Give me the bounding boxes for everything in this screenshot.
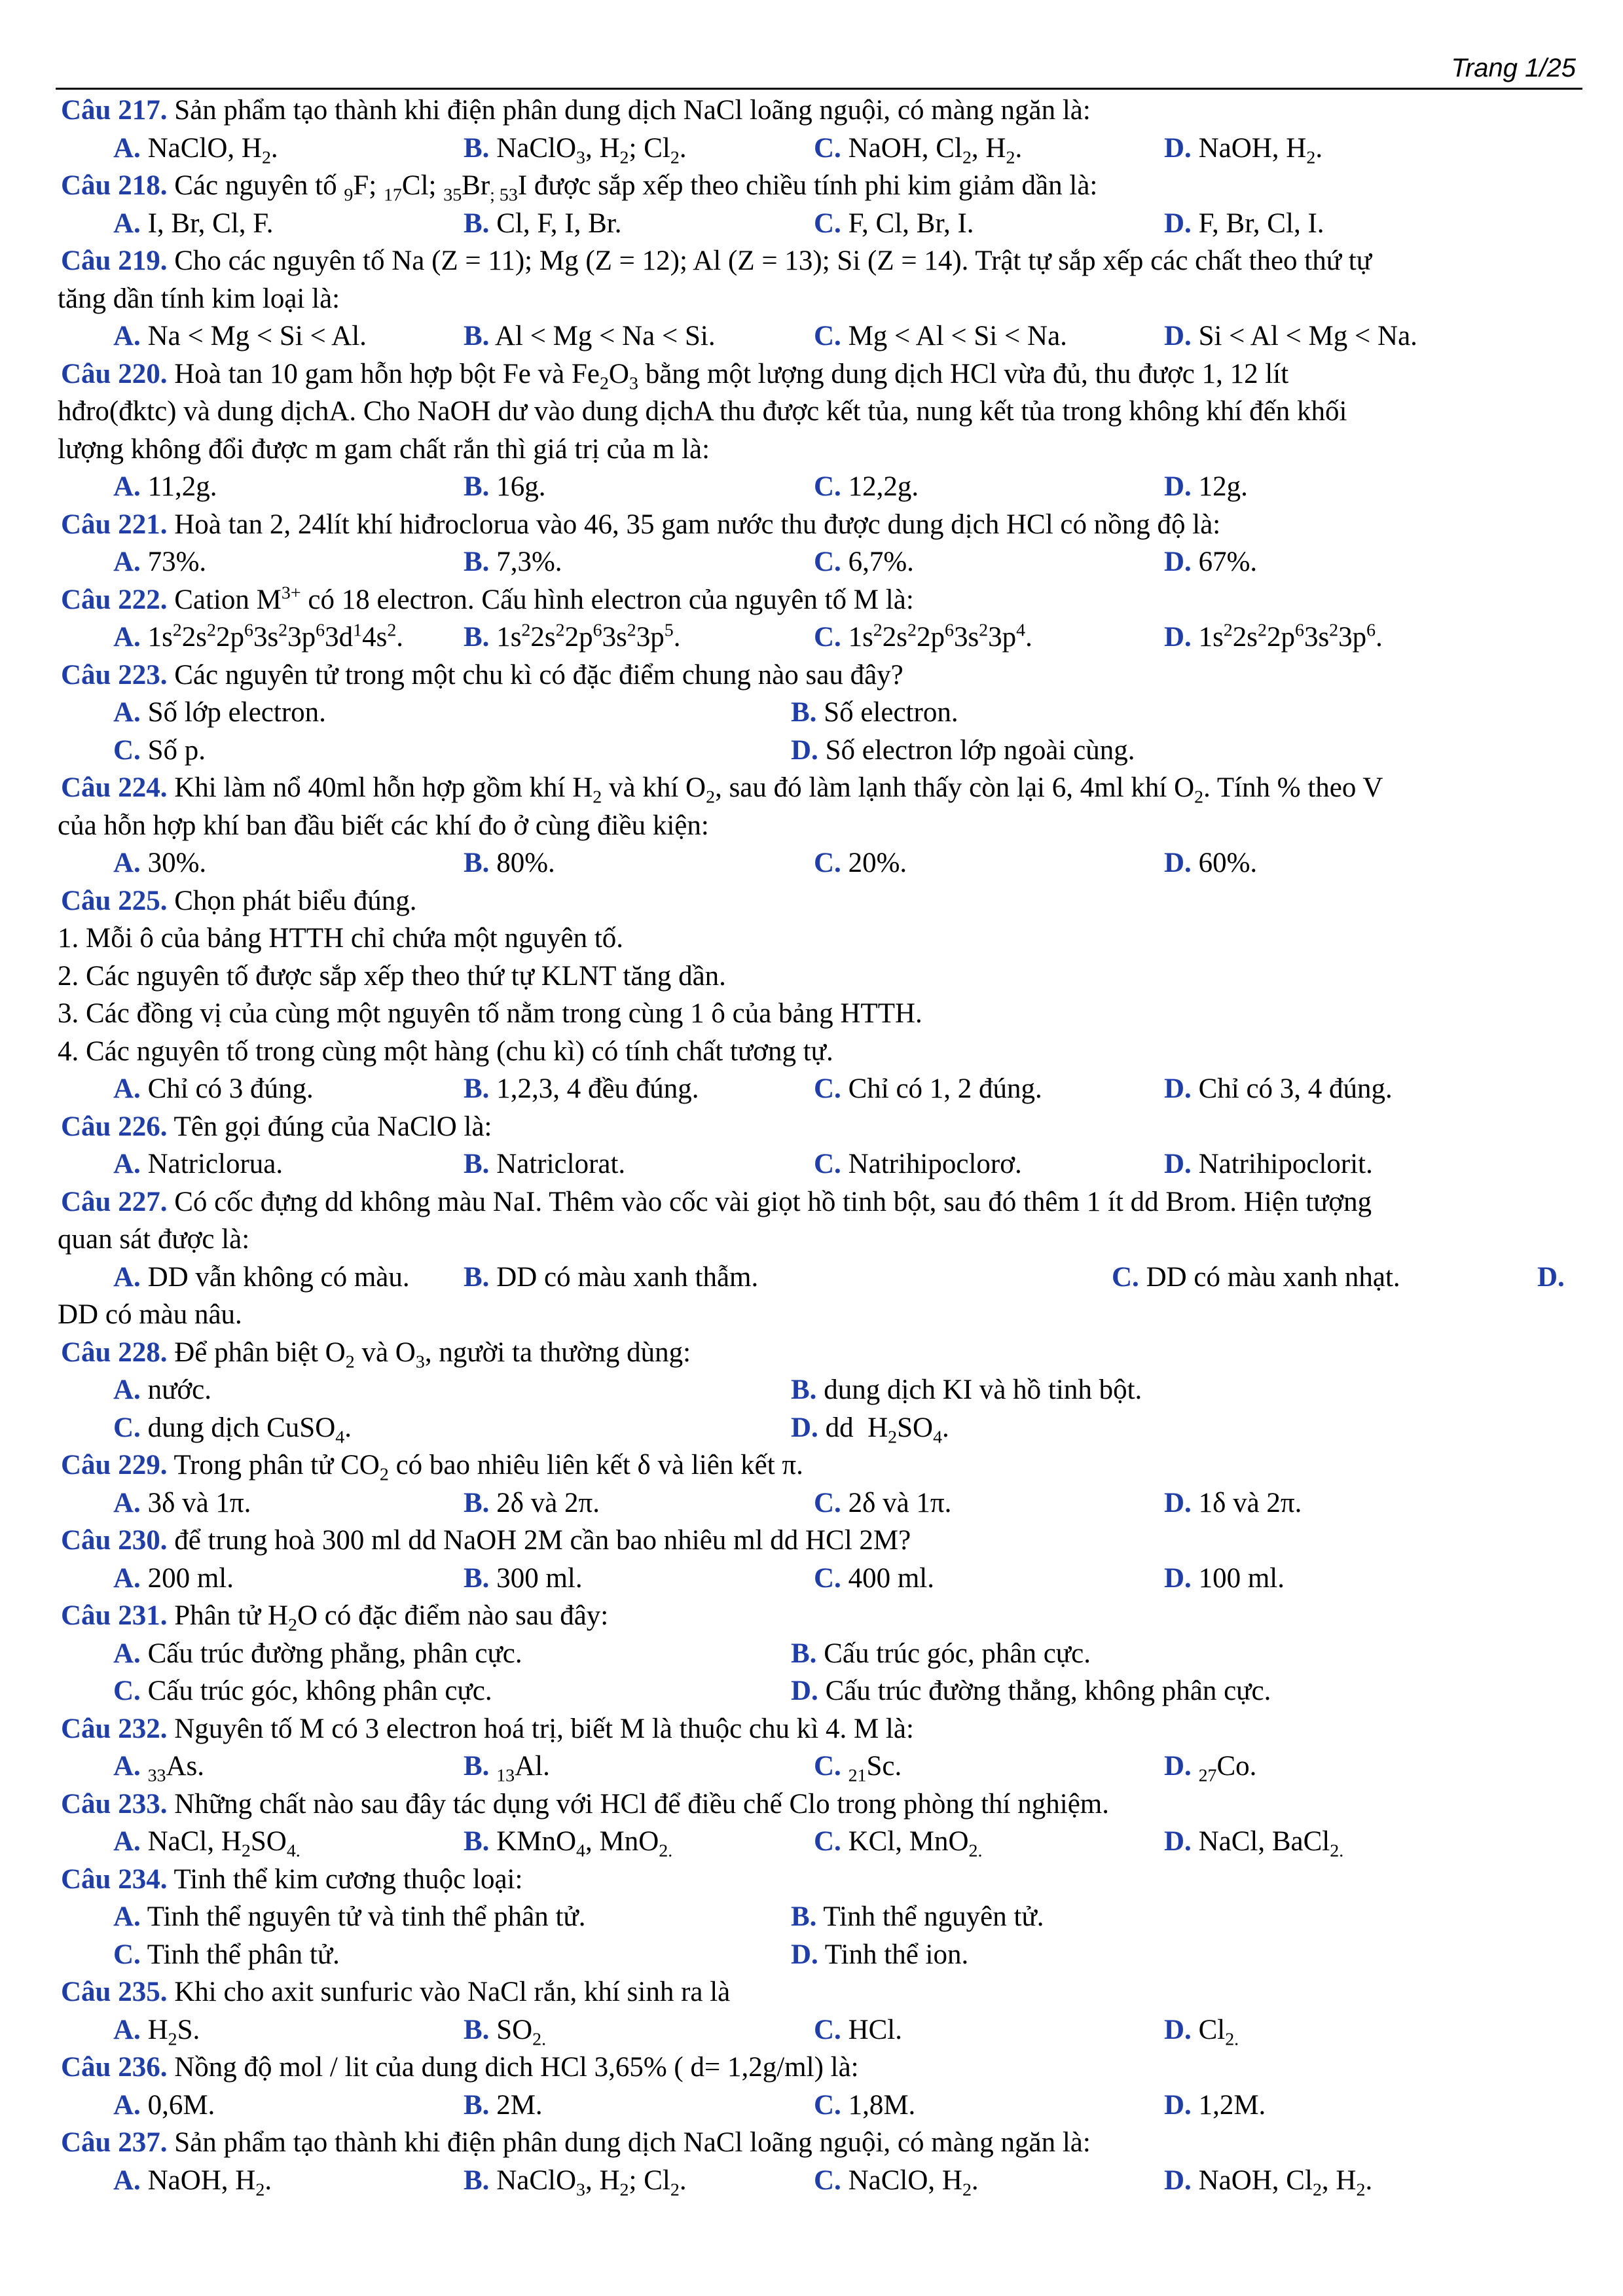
option-b: B. Al < Mg < Na < Si. xyxy=(464,321,716,351)
option-d: D. Si < Al < Mg < Na. xyxy=(1164,321,1417,351)
option-a: A. 3δ và 1π. xyxy=(113,1487,251,1518)
option-b: B. $1s^22s^22p^63s^23p^5$. xyxy=(464,620,681,653)
option-c: C. $1s^22s^22p^63s^23p^4$. xyxy=(814,620,1032,653)
option-d: D. $1s^22s^22p^63s^23p^6$. xyxy=(1164,620,1383,653)
question-list: Câu 217. Sản phẩm tạo thành khi điện phân dung dịch NaCl loãng nguội, có màng ngăn là: A. NaClO, $H_2$. B. NaClO$_3$, $H_2$; $Cl_2$. C. NaOH, $Cl_2$, $H_2$. D. NaOH, $H_2$. Câu 218. Các nguyên tố $_9$F; $_{17}$Cl; $_{35}Br_{; 53}I$ được sắp xếp theo chiều tính phi kim giảm dần là: A. I, Br, Cl, F. B. Cl, F, I, Br. C. F, Cl, Br, I. D. F, Br, Cl, I. Câu 219. Cho các nguyên tố Na (Z = 11); Mg (Z = 12); Al (Z = 13); Si (Z = 14). Trật tự sắp xếp các chất theo thứ tự tăng dần tính kim loại là: A. Na < Mg < Si < Al. B. Al < Mg < Na < Si. C. Mg < Al < Si < Na. D. Si < Al < Mg < Na. Câu 220. Hoà tan 10 gam hỗn hợp bột Fe và $Fe_2O_3$ bằng một lượng dung dịch HCl vừa đủ, thu được 1, 12 lít hđro(đktc) và dung dịchA. Cho NaOH dư vào dung dịchA thu được kết tủa, nung kết tủa trong không khí đến khối lượng không đổi được m gam chất rắn thì giá trị của m là: A. 11,2g. B. 16g. C. 12,2g. D. 12g. Câu 221. Hoà tan 2, 24lít khí hiđroclorua vào 46, 35 gam nước thu được dung dịch HCl có nồng độ là: A. 73%. B. 7,3%. C. 6,7%. D. 67%. Câu 222. Cation $M^{3+}$ có 18 electron. Cấu hình electron của nguyên tố M là: A. $1s^22s^22p^63s^23p^63d^14s^2$. B. $1s^22s^22p^63s^23p^5$. C. $1s^22s^22p^63s^23p^4$. D. $1s^22s^22p^63s^23p^6$. Câu 223. Các nguyên tử trong một chu kì có đặc điểm chung nào sau đây? A. Số lớp electron. B. Số electron. C. Số p. D. Số electron lớp ngoài cùng. Câu 224. Khi làm nổ 40ml hỗn hợp gồm khí $H_2$ và khí $O_2$, sau đó làm lạnh thấy còn lại 6, 4ml khí $O_2$. Tính % theo V của hỗn hợp khí ban đầu biết các khí đo ở cùng điều kiện: A. 30%. B. 80%. C. 20%. D. 60%. Câu 225. Chọn phát biểu đúng. 1. Mỗi ô của bảng HTTH chỉ chứa một nguyên tố. 2. Các nguyên tố được sắp xếp theo thứ tự KLNT tăng dần. 3. Các đồng vị của cùng một nguyên tố nằm trong cùng 1 ô của bảng HTTH. 4. Các nguyên tố trong cùng một hàng (chu kì) có tính chất tương tự. A. Chỉ có 3 đúng. B. 1,2,3, 4 đều đúng. C. Chỉ có 1, 2 đúng. D. Chỉ có 3, 4 đúng. Câu 226. Tên gọi đúng của NaClO là: A. Natriclorua. B. Natriclorat. C. Natrihipoclorơ. D. Natrihipoclorit. Câu 227. Có cốc đựng dd không màu NaI. Thêm vào cốc vài giọt hồ tinh bột, sau đó thêm 1 ít dd Brom. Hiện tượng quan sát được là: A. DD vẫn không có màu. B. DD có màu xanh thẫm. C. DD có màu xanh nhạt. D. DD có màu nâu. Câu 228. Để phân biệt $O_2$ và $O_3$, người ta thường dùng: A. nước. B. dung dịch KI và hồ tinh bột. C. dung dịch CuSO$_4$. D. dd $H_2SO_4$. Câu 229. Trong phân tử $CO_2$ có bao nhiêu liên kết δ và liên kết π. A. 3δ và 1π. B. 2δ và 2π. C. 2δ và 1π. D. 1δ và 2π. Câu 230. để trung hoà 300 ml dd NaOH 2M cần bao nhiêu ml dd HCl 2M? A. 200 ml. B. 300 ml. C. 400 ml. D. 100 ml. Câu 231. Phân tử $H_2O$ có đặc điểm nào sau đây: A. Cấu trúc đường phẳng, phân cực. B. Cấu trúc góc, phân cực. C. Cấu trúc góc, không phân cực. D. Cấu trúc đường thẳng, không phân cực. Câu 232. Nguyên tố M có 3 electron hoá trị, biết M là thuộc chu kì 4. M là: A. $_{33}$As. B. $_{13}$Al. C. $_{21}$Sc. D. $_{27}$Co. Câu 233. Những chất nào sau đây tác dụng với HCl để điều chế Clo trong phòng thí nghiệm. A. NaCl, $H_2SO_{4.}$ B. KMnO$_4$, MnO$_{2.}$ C. KCl, MnO$_{2.}$ D. NaCl, BaCl$_{2.}$ Câu 234. Tinh thể kim cương thuộc loại: A. Tinh thể nguyên tử và tinh thể phân tử. B. Tinh thể nguyên tử. C. Tinh thể phân tử. D. Tinh thể ion. Câu 235. Khi cho axit sunfuric vào NaCl rắn, khí sinh ra là A. $H_2S$. B. $SO_{2.}$ C. HCl. D. $Cl_{2.}$ Câu 236. Nồng độ mol / lit của dung dich HCl 3,65% ( d= 1,2g/ml) là: A. 0,6M. B. 2M. C. 1,8M. D. 1,2M. Câu 237. Sản phẩm tạo thành khi điện phân dung dịch NaCl loãng nguội, có màng ngăn là: A. NaOH, $H_2$. B. NaClO$_3$, $H_2$; $Cl_2$. C. NaClO, $H_2$. D. NaOH, $Cl_2$, $H_2$. xyxy=(58,92,1583,2199)
option-a: A. Tinh thể nguyên tử và tinh thể phân tử. xyxy=(113,1901,586,1932)
option-d-text: DD có màu nâu. xyxy=(58,1299,242,1330)
options-231-cd xyxy=(58,1672,1583,1710)
option-a: A. 30%. xyxy=(113,848,207,878)
option-b: B. Số electron. xyxy=(791,697,958,728)
option-c: C. 6,7%. xyxy=(814,547,914,577)
option-d: D. Cấu trúc đường thẳng, không phân cực. xyxy=(791,1676,1271,1706)
question-231: Câu 231. Phân tử $H_2O$ có đặc điểm nào sau đây: xyxy=(61,1600,609,1636)
option-b: B. 1,2,3, 4 đều đúng. xyxy=(464,1073,699,1104)
options-217 xyxy=(58,130,1583,168)
option-a: A. Cấu trúc đường phẳng, phân cực. xyxy=(113,1638,522,1669)
question-219: Câu 219. Cho các nguyên tố Na (Z = 11); Mg (Z = 12); Al (Z = 13); Si (Z = 14). Trật tự sắp xếp các chất theo thứ tự xyxy=(61,245,1372,276)
option-a: A. Chỉ có 3 đúng. xyxy=(113,1073,314,1104)
question-228: Câu 228. Để phân biệt $O_2$ và $O_3$, người ta thường dùng: xyxy=(61,1336,691,1372)
options-228-ab xyxy=(58,1371,1583,1409)
question-232: Câu 232. Nguyên tố M có 3 electron hoá trị, biết M là thuộc chu kì 4. M là: xyxy=(61,1713,914,1744)
question-234: Câu 234. Tinh thể kim cương thuộc loại: xyxy=(61,1863,523,1895)
option-c: C. dung dịch CuSO$_4$. xyxy=(113,1412,352,1448)
question-221: Câu 221. Hoà tan 2, 24lít khí hiđroclorua vào 46, 35 gam nước thu được dung dịch HCl có nồng độ là: xyxy=(61,509,1221,540)
option-d: D. Số electron lớp ngoài cùng. xyxy=(791,734,1135,766)
options-221 xyxy=(58,543,1583,581)
option-a: A. Na < Mg < Si < Al. xyxy=(113,321,367,351)
option-b: B. NaClO$_3$, $H_2$; $Cl_2$. xyxy=(464,132,687,168)
option-c: C. NaOH, $Cl_2$, $H_2$. xyxy=(814,132,1023,168)
options-228-cd xyxy=(58,1409,1583,1447)
option-d: D. Tinh thể ion. xyxy=(791,1939,969,1970)
option-c: C. F, Cl, Br, I. xyxy=(814,207,974,239)
option-a: A. Số lớp electron. xyxy=(113,697,326,728)
question-230: Câu 230. để trung hoà 300 ml dd NaOH 2M cần bao nhiêu ml dd HCl 2M? xyxy=(61,1525,911,1556)
question-235: Câu 235. Khi cho axit sunfuric vào NaCl rắn, khí sinh ra là xyxy=(61,1977,731,2007)
question-226: Câu 226. Tên gọi đúng của NaClO là: xyxy=(61,1111,492,1142)
option-a: A. NaCl, $H_2SO_{4.}$ xyxy=(113,1826,301,1861)
option-b: B. $SO_{2.}$ xyxy=(464,2014,547,2050)
option-b: B. 2δ và 2π. xyxy=(464,1487,600,1518)
option-c: C. Tinh thể phân tử. xyxy=(113,1939,340,1970)
option-d: D. NaOH, $H_2$. xyxy=(1164,132,1323,168)
question-227: Câu 227. Có cốc đựng dd không màu NaI. Thêm vào cốc vài giọt hồ tinh bột, sau đó thêm 1 ít dd Brom. Hiện tượng xyxy=(61,1186,1372,1217)
option-c: C. KCl, MnO$_{2.}$ xyxy=(814,1826,983,1861)
option-b: B. $_{13}$Al. xyxy=(464,1751,550,1786)
option-d: D. $_{27}$Co. xyxy=(1164,1751,1257,1786)
option-a: A. NaClO, $H_2$. xyxy=(113,132,278,168)
option-c: C. 20%. xyxy=(814,848,907,878)
options-229 xyxy=(58,1484,1583,1522)
option-c: C. Mg < Al < Si < Na. xyxy=(814,321,1067,351)
option-d: D. 12g. xyxy=(1164,471,1248,502)
option-c: C. Chỉ có 1, 2 đúng. xyxy=(814,1073,1042,1104)
options-222 xyxy=(58,619,1583,656)
option-c: C. 1,8M. xyxy=(814,2089,916,2121)
options-219 xyxy=(58,317,1583,355)
option-d: D. NaOH, $Cl_2$, $H_2$. xyxy=(1164,2164,1373,2200)
option-a: A. nước. xyxy=(113,1374,211,1405)
options-233 xyxy=(58,1823,1583,1861)
question-217: Câu 217. Sản phẩm tạo thành khi điện phân dung dịch NaCl loãng nguội, có màng ngăn là: xyxy=(61,95,1091,126)
option-c: C. HCl. xyxy=(814,2014,902,2045)
option-c: C. 12,2g. xyxy=(814,471,919,502)
page-header xyxy=(56,51,1582,90)
option-b: B. 16g. xyxy=(464,471,546,502)
option-b: B. NaClO$_3$, $H_2$; $Cl_2$. xyxy=(464,2164,687,2200)
question-218: Câu 218. Các nguyên tố $_9$F; $_{17}$Cl; $_{35}Br_{; 53}I$ được sắp xếp theo chiều tính phi kim giảm dần là: xyxy=(61,170,1098,206)
statement-4: 4. Các nguyên tố trong cùng một hàng (chu kì) có tính chất tương tự. xyxy=(58,1035,833,1067)
option-d-label: D. xyxy=(1537,1261,1565,1293)
question-223: Câu 223. Các nguyên tử trong một chu kì có đặc điểm chung nào sau đây? xyxy=(61,659,903,691)
option-a: A. $1s^22s^22p^63s^23p^63d^14s^2$. xyxy=(113,620,404,653)
question-237: Câu 237. Sản phẩm tạo thành khi điện phân dung dịch NaCl loãng nguội, có màng ngăn là: xyxy=(61,2127,1091,2158)
options-230 xyxy=(58,1560,1583,1598)
option-d: D. dd $H_2SO_4$. xyxy=(791,1412,949,1448)
option-b: B. DD có màu xanh thẫm. xyxy=(464,1261,759,1293)
question-222: Câu 222. Cation $M^{3+}$ có 18 electron. Cấu hình electron của nguyên tố M là: xyxy=(61,583,914,615)
option-b: B. 80%. xyxy=(464,848,555,878)
option-c: C. Natrihipoclorơ. xyxy=(814,1149,1022,1179)
option-b: B. 2M. xyxy=(464,2089,543,2121)
option-a: A. NaOH, $H_2$. xyxy=(113,2164,272,2200)
option-d: D. $Cl_{2.}$ xyxy=(1164,2014,1239,2050)
option-b: B. 7,3%. xyxy=(464,547,562,577)
option-a: A. $H_2S$. xyxy=(113,2014,200,2050)
option-d: D. 67%. xyxy=(1164,547,1258,577)
question-233: Câu 233. Những chất nào sau đây tác dụng với HCl để điều chế Clo trong phòng thí nghiệm. xyxy=(61,1788,1109,1820)
options-224 xyxy=(58,844,1583,882)
option-b: B. dung dịch KI và hồ tinh bột. xyxy=(791,1374,1142,1405)
option-b: B. Cl, F, I, Br. xyxy=(464,207,622,239)
option-c: C. Cấu trúc góc, không phân cực. xyxy=(113,1676,492,1706)
options-227 xyxy=(58,1259,1583,1297)
option-c: C. $_{21}$Sc. xyxy=(814,1751,902,1786)
statement-2: 2. Các nguyên tố được sắp xếp theo thứ tự KLNT tăng dần. xyxy=(58,960,726,992)
option-d: D. NaCl, BaCl$_{2.}$ xyxy=(1164,1826,1344,1861)
option-d: D. Natrihipoclorit. xyxy=(1164,1149,1373,1179)
options-234-cd xyxy=(58,1936,1583,1974)
option-d: D. Chỉ có 3, 4 đúng. xyxy=(1164,1073,1393,1104)
option-d: D. 100 ml. xyxy=(1164,1562,1285,1594)
option-c: C. Số p. xyxy=(113,734,206,766)
question-229: Câu 229. Trong phân tử $CO_2$ có bao nhiêu liên kết δ và liên kết π. xyxy=(61,1450,803,1485)
option-a: A. 200 ml. xyxy=(113,1562,234,1594)
options-231-ab xyxy=(58,1635,1583,1673)
question-224: Câu 224. Khi làm nổ 40ml hỗn hợp gồm khí $H_2$ và khí $O_2$, sau đó làm lạnh thấy còn lại 6, 4ml khí $O_2$. Tính % theo V xyxy=(61,772,1383,808)
option-a: A. DD vẫn không có màu. xyxy=(113,1261,410,1293)
options-223-ab xyxy=(58,694,1583,732)
options-232 xyxy=(58,1748,1583,1785)
options-225 xyxy=(58,1070,1583,1108)
statement-1: 1. Mỗi ô của bảng HTTH chỉ chứa một nguyên tố. xyxy=(58,923,624,954)
option-c: C. NaClO, $H_2$. xyxy=(814,2164,979,2200)
option-a: A. $_{33}$As. xyxy=(113,1751,205,1786)
option-b: B. Cấu trúc góc, phân cực. xyxy=(791,1638,1091,1669)
option-a: A. 11,2g. xyxy=(113,471,217,502)
options-220 xyxy=(58,468,1583,506)
option-c: C. 400 ml. xyxy=(814,1562,934,1594)
options-236 xyxy=(58,2087,1583,2125)
option-b: B. Tinh thể nguyên tử. xyxy=(791,1901,1044,1932)
options-234-ab xyxy=(58,1898,1583,1936)
option-b: B. Natriclorat. xyxy=(464,1149,626,1179)
option-a: A. I, Br, Cl, F. xyxy=(113,207,274,239)
option-d: D. F, Br, Cl, I. xyxy=(1164,207,1324,239)
options-237 xyxy=(58,2162,1583,2200)
option-b: B. KMnO$_4$, MnO$_{2.}$ xyxy=(464,1826,673,1861)
options-226 xyxy=(58,1145,1583,1183)
question-225: Câu 225. Chọn phát biểu đúng. xyxy=(61,885,417,916)
option-d: D. 1δ và 2π. xyxy=(1164,1487,1302,1518)
option-d: D. 1,2M. xyxy=(1164,2089,1266,2121)
option-a: A. Natriclorua. xyxy=(113,1149,283,1179)
question-236: Câu 236. Nồng độ mol / lit của dung dich HCl 3,65% ( d= 1,2g/ml) là: xyxy=(61,2052,859,2083)
options-223-cd xyxy=(58,732,1583,770)
option-a: A. 73%. xyxy=(113,547,207,577)
option-d: D. 60%. xyxy=(1164,848,1258,878)
option-c: C. DD có màu xanh nhạt. xyxy=(1112,1261,1400,1293)
question-219-cont: tăng dần tính kim loại là: xyxy=(58,283,340,314)
options-235 xyxy=(58,2011,1583,2049)
question-220: Câu 220. Hoà tan 10 gam hỗn hợp bột Fe và $Fe_2O_3$ bằng một lượng dung dịch HCl vừa đủ, thu được 1, 12 lít xyxy=(61,358,1289,394)
option-a: A. 0,6M. xyxy=(113,2089,215,2121)
page-number: Trang 1/25 xyxy=(1451,54,1576,82)
statement-3: 3. Các đồng vị của cùng một nguyên tố nằm trong cùng 1 ô của bảng HTTH. xyxy=(58,998,922,1029)
option-b: B. 300 ml. xyxy=(464,1562,583,1594)
option-c: C. 2δ và 1π. xyxy=(814,1487,952,1518)
options-218 xyxy=(58,205,1583,243)
